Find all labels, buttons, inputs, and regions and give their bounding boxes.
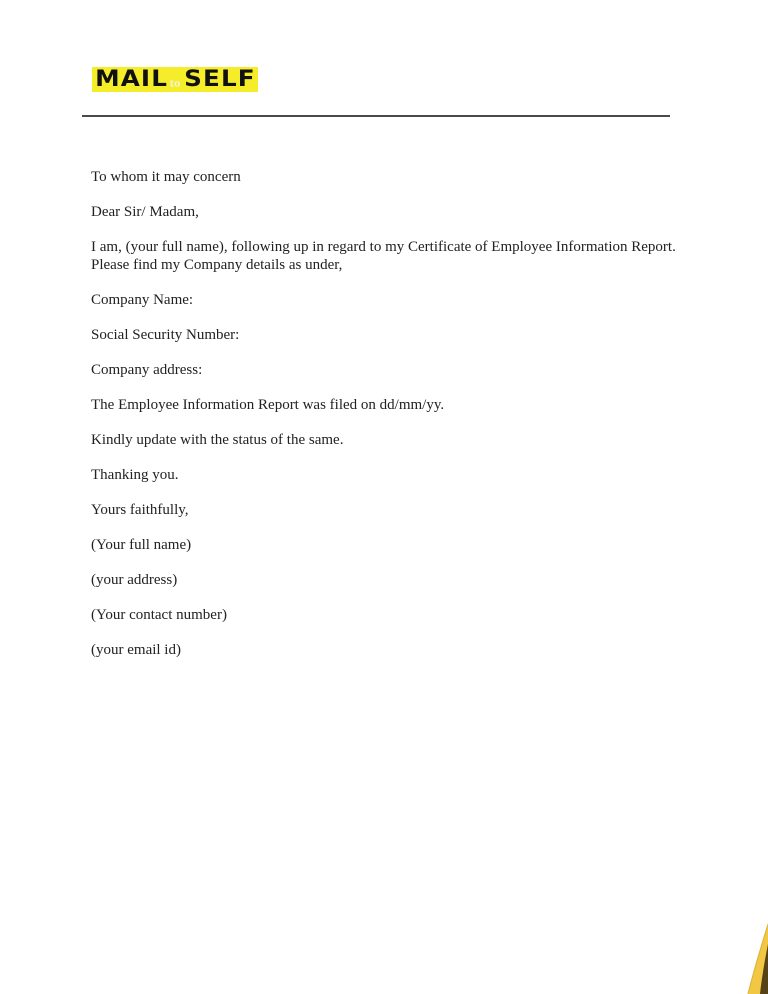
corner-decoration-icon (728, 914, 768, 994)
intro-paragraph (91, 238, 691, 274)
intro-line-2: Please find my Company details as under, (91, 257, 343, 273)
request-line: Kindly update with the status of the same. (91, 432, 344, 448)
mailtoself-logo (92, 67, 258, 92)
logo-mail-text: MAIL (94, 67, 168, 92)
company-name-field: Company Name: (91, 292, 194, 308)
logo-to-text: to (169, 74, 181, 90)
letter-body (91, 168, 691, 676)
filed-on-line: The Employee Information Report was filed on dd/mm/yy. (91, 397, 445, 413)
signature-name: (Your full name) (91, 537, 192, 553)
signature-contact: (Your contact number) (91, 607, 227, 623)
salutation-line: To whom it may concern (91, 169, 241, 185)
signature-address: (your address) (91, 572, 178, 588)
logo-self-text: SELF (183, 67, 256, 92)
ssn-field: Social Security Number: (91, 327, 240, 343)
closing-line: Yours faithfully, (91, 502, 189, 518)
company-address-field: Company address: (91, 362, 203, 378)
intro-line-1: I am, (your full name), following up in regard to my Certificate of Employee Information Report. (91, 239, 676, 255)
thanks-line: Thanking you. (91, 467, 179, 483)
signature-email: (your email id) (91, 642, 181, 658)
header-divider (82, 115, 670, 117)
greeting: Dear Sir/ Madam, (91, 204, 199, 220)
